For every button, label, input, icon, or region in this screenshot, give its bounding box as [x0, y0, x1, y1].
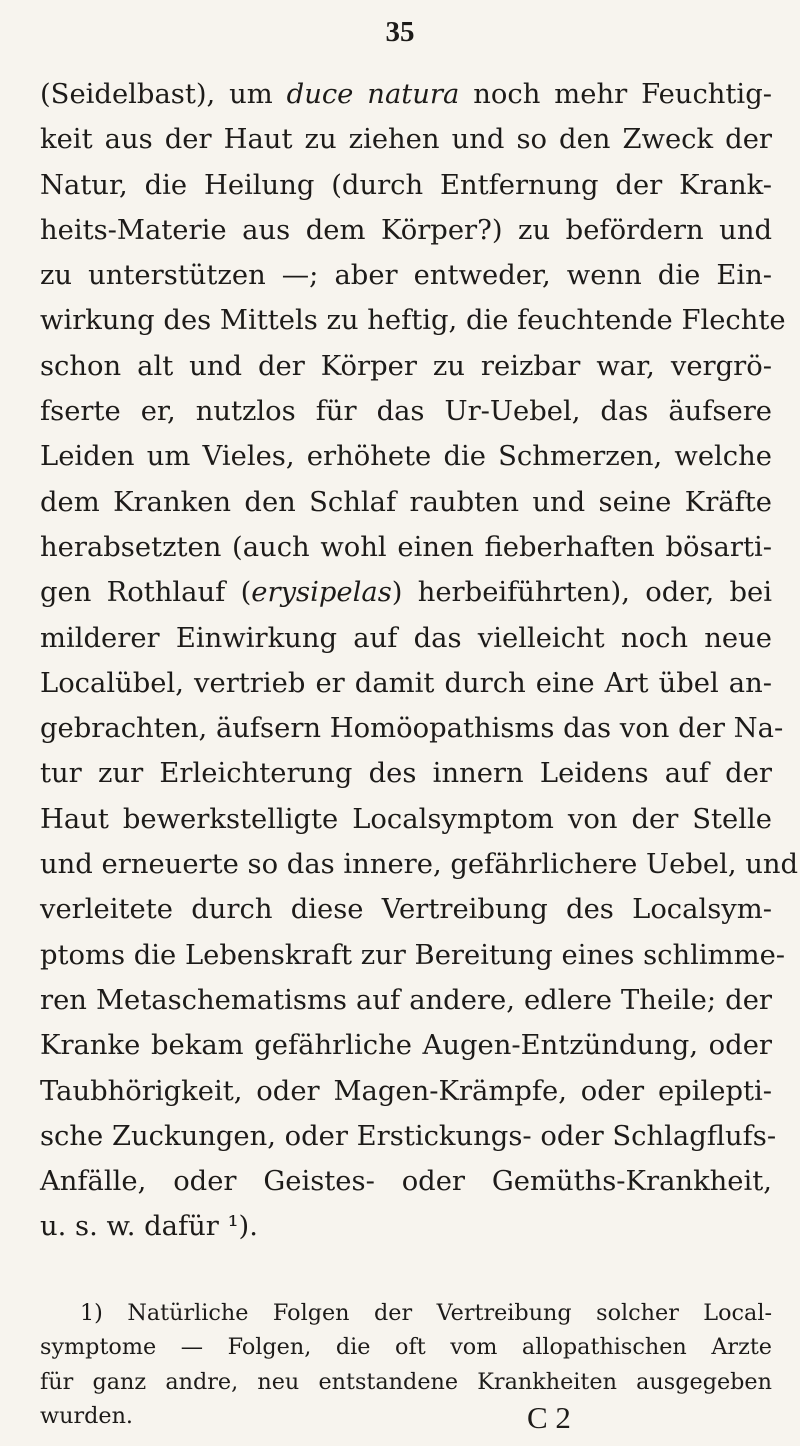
text-line: Natur, die Heilung (durch Entfernung der Krank-	[40, 169, 772, 201]
footnote-line: symptome — Folgen, die oft vom allopathischen Arzte	[40, 1334, 772, 1361]
text-line: fserte er, nutzlos für das Ur-Uebel, das äufsere	[40, 396, 772, 428]
text-line: wirkung des Mittels zu heftig, die feuchtende Flechte	[40, 305, 786, 337]
text-line: dem Kranken den Schlaf raubten und seine Kräfte	[40, 486, 772, 518]
text-line: Kranke bekam gefährliche Augen-Entzündung, oder	[40, 1030, 772, 1062]
footnote-line: für ganz andre, neu entstandene Krankheiten ausgegeben	[40, 1368, 772, 1395]
text-line: u. s. w. dafür ¹).	[40, 1211, 258, 1243]
text-line: schon alt und der Körper zu reizbar war, vergrö-	[40, 350, 772, 382]
signature-mark: C 2	[527, 1400, 571, 1435]
latin-term: erysipelas	[251, 577, 392, 609]
text-line: gen Rothlauf (erysipelas) herbeiführten), oder, bei	[40, 577, 773, 609]
latin-term: duce natura	[286, 79, 460, 110]
text-line: ren Metaschematisms auf andere, edlere Theile; der	[40, 984, 772, 1016]
text-line: Anfälle, oder Geistes- oder Gemüths-Krankheit,	[40, 1166, 772, 1198]
text-line: heits-Materie aus dem Körper?) zu befördern und	[40, 214, 772, 246]
text-line: und erneuerte so das innere, gefährlichere Uebel, und	[40, 849, 799, 881]
text-line: tur zur Erleichterung des innern Leidens auf der	[40, 758, 772, 790]
text-line: keit aus der Haut zu ziehen und so den Zweck der	[40, 124, 772, 156]
page-number: 35	[385, 16, 415, 48]
text-line: (Seidelbast), um duce natura noch mehr Feuchtig-	[40, 79, 772, 110]
text-line: zu unterstützen —; aber entweder, wenn die Ein-	[40, 260, 772, 292]
footnotes	[40, 1296, 772, 1434]
text-line: verleitete durch diese Vertreibung des Localsym-	[40, 894, 772, 926]
text-line: sche Zuckungen, oder Erstickungs- oder Schlagflufs-	[40, 1120, 777, 1152]
text-line: Taubhörigkeit, oder Magen-Krämpfe, oder epilepti-	[40, 1075, 772, 1107]
footnote-line: 1) Natürliche Folgen der Vertreibung solcher Local-	[80, 1300, 772, 1326]
text-line: Leiden um Vieles, erhöhete die Schmerzen, welche	[40, 441, 772, 473]
body-text	[40, 72, 799, 1250]
text-line: ptoms die Lebenskraft zur Bereitung eines schlimme-	[40, 939, 786, 971]
text-line: herabsetzten (auch wohl einen fieberhaften bösarti-	[40, 531, 772, 563]
text-line: Haut bewerkstelligte Localsymptom von der Stelle	[40, 803, 772, 835]
footnote-line: wurden.	[40, 1403, 134, 1430]
text-line: milderer Einwirkung auf das vielleicht noch neue	[40, 622, 772, 654]
text-line: Localübel, vertrieb er damit durch eine Art übel an-	[40, 667, 772, 699]
text-line: gebrachten, äufsern Homöopathisms das von der Na-	[40, 713, 784, 745]
